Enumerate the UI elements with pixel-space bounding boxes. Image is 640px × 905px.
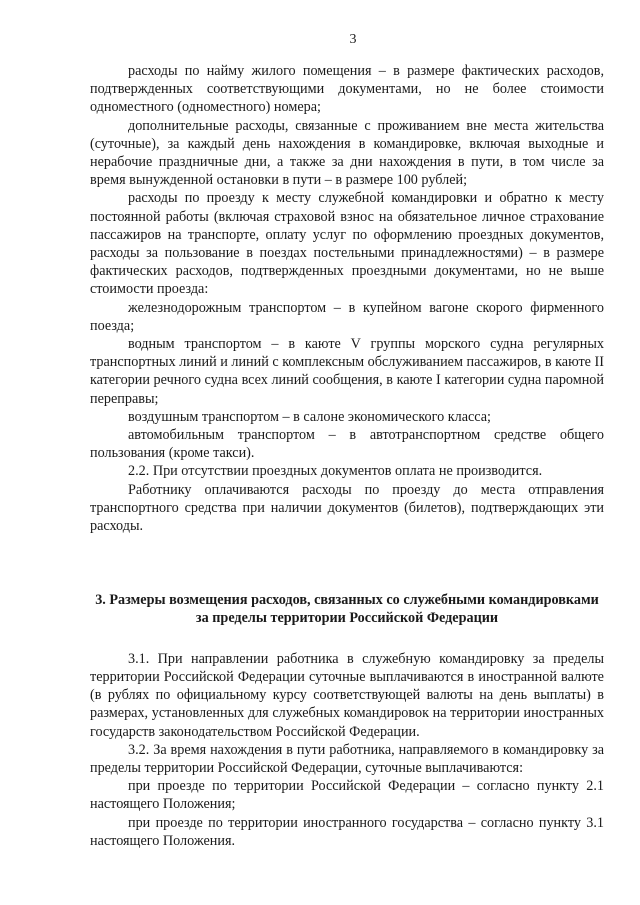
paragraph-water-transport: водным транспортом – в каюте V группы морского судна регулярных транспортных линий и линий с комплексным обслуживанием пассажиров, в каюте II категории речного судна всех линий сообщения, в каюте I категории судна паромной переправы;: [90, 336, 604, 407]
paragraph-domestic-transit: при проезде по территории Российской Федерации – согласно пункту 2.1 настоящего Положения;: [90, 778, 604, 813]
paragraph-air-transport: воздушным транспортом – в салоне экономического класса;: [128, 408, 491, 425]
paragraph-foreign-transit: при проезде по территории иностранного государства – согласно пункту 3.1 настоящего Положения.: [90, 814, 604, 849]
paragraph-departure-travel: Работнику оплачиваются расходы по проезду до места отправления транспортного средства при наличии документов (билетов), подтверждающих эти расходы.: [90, 481, 604, 535]
section-3-title: 3. Размеры возмещения расходов, связанных со служебными командировками за пределы территории Российской Федерации: [95, 592, 599, 627]
paragraph-rail-transport: железнодорожным транспортом – в купейном вагоне скорого фирменного поезда;: [90, 299, 604, 334]
paragraph-3-2: 3.2. За время нахождения в пути работника, направляемого в командировку за пределы территории Российской Федерации, суточные выплачиваются:: [90, 741, 604, 776]
document-page: [90, 32, 604, 850]
page-number: 3: [349, 32, 357, 47]
paragraph-road-transport: автомобильным транспортом – в автотранспортном средстве общего пользования (кроме такси).: [90, 427, 604, 462]
paragraph-2-2: 2.2. При отсутствии проездных документов оплата не производится.: [128, 463, 543, 480]
paragraph-travel-expenses: расходы по проезду к месту служебной командировки и обратно к месту постоянной работы (включая страховой взнос на обязательное личное страхование пассажиров на транспорте, оплату услуг по оформлению проездных документов, расходы за пользование в поездах постельными принадлежностями) – в размере фактических расходов, подтвержденных проездными документами, но не выше стоимости проезда:: [90, 190, 604, 298]
paragraph-housing-expenses: расходы по найму жилого помещения – в размере фактических расходов, подтвержденных соответствующими документами, но не более стоимости одноместного (одноместного) номера;: [90, 63, 604, 116]
paragraph-per-diem: дополнительные расходы, связанные с проживанием вне места жительства (суточные), за каждый день нахождения в командировке, включая выходные и нерабочие праздничные дни, а также за дни нахождения в пути, в том числе за время вынужденной остановки в пути – в размере 100 рублей;: [90, 117, 604, 189]
paragraph-3-1: 3.1. При направлении работника в служебную командировку за пределы территории Российской Федерации суточные выплачиваются в иностранной валюте (в рублях по официальному курсу соответствующей валюты на день выплаты) в размерах, установленных для служебных командировок на территории иностранных государств законодательством Российской Федерации.: [90, 650, 604, 740]
